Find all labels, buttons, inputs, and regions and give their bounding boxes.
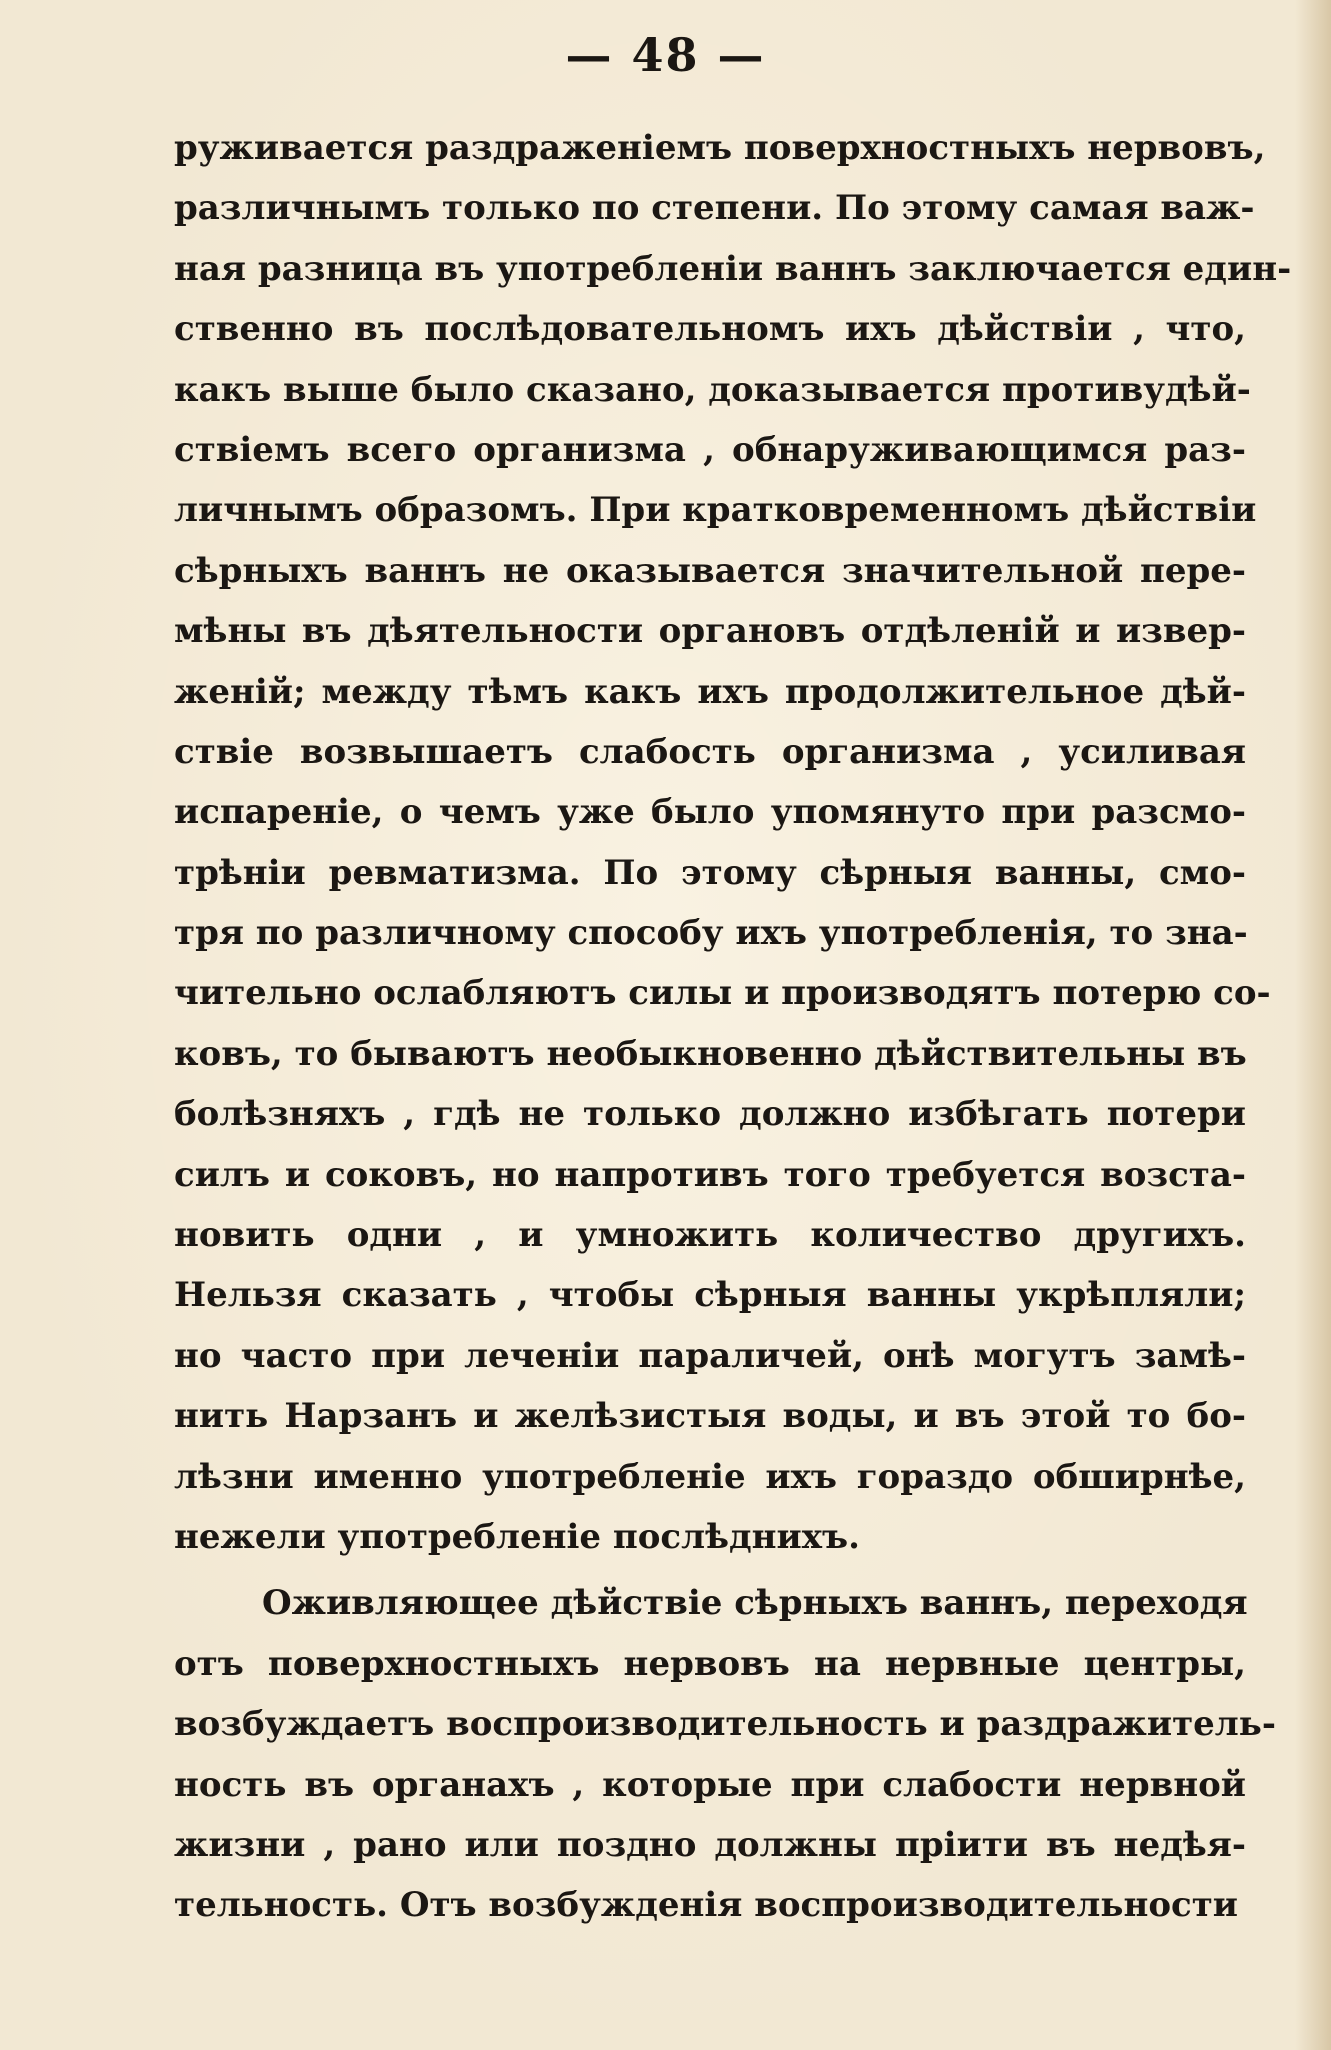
text-line: испареніе, о чемъ уже было упомянуто при разсмо- <box>174 792 1246 833</box>
text-line: ная разница въ употребленіи ваннъ заключается един- <box>174 248 1292 289</box>
text-line: какъ выше было сказано, доказывается противудѣй- <box>174 369 1251 410</box>
text-line: руживается раздраженіемъ поверхностныхъ нервовъ, <box>174 128 1266 168</box>
text-line: лѣзни именно употребленіе ихъ гораздо обширнѣе, <box>174 1456 1246 1497</box>
text-line: но часто при леченіи параличей, онѣ могутъ замѣ- <box>174 1335 1246 1376</box>
text-line: нить Нарзанъ и желѣзистыя воды, и въ этой то бо- <box>174 1396 1246 1437</box>
text-line: болѣзняхъ , гдѣ не только должно избѣгать потери <box>174 1094 1246 1135</box>
page-number: — 48 — <box>565 28 766 82</box>
text-line: ствіемъ всего организма , обнаруживающимся раз- <box>174 429 1246 470</box>
text-line: отъ поверхностныхъ нервовъ на нервные центры, <box>174 1643 1246 1684</box>
text-line: личнымъ образомъ. При кратковременномъ дѣйствіи <box>174 490 1257 531</box>
text-line: чительно ослабляютъ силы и производятъ потерю со- <box>174 973 1271 1014</box>
paragraph-2 <box>174 1573 1276 1935</box>
body-text <box>174 118 1292 1936</box>
text-line: возбуждаетъ воспроизводительность и раздражитель- <box>174 1704 1276 1745</box>
text-line: нежели употребленіе послѣднихъ. <box>174 1516 860 1557</box>
page-edge-shadow <box>1295 0 1331 2050</box>
text-line: женій; между тѣмъ какъ ихъ продолжительное дѣй- <box>174 671 1246 712</box>
text-line: силъ и соковъ, но напротивъ того требуется возста- <box>174 1154 1246 1195</box>
text-line: ность въ органахъ , которые при слабости нервной <box>174 1764 1246 1805</box>
text-line: жизни , рано или поздно должны пріити въ недѣя- <box>174 1824 1246 1865</box>
paragraph-1 <box>174 118 1292 1567</box>
text-line: новить одни , и умножить количество другихъ. <box>174 1215 1246 1256</box>
text-line: тельность. Отъ возбужденія воспроизводительности <box>174 1885 1238 1926</box>
text-line: различнымъ только по степени. По этому самая важ- <box>174 188 1255 229</box>
text-line: ковъ, то бываютъ необыкновенно дѣйствительны въ <box>174 1033 1247 1074</box>
text-line: трѣніи ревматизма. По этому сѣрныя ванны, смо- <box>174 852 1246 893</box>
text-line: Оживляющее дѣйствіе сѣрныхъ ваннъ, переходя <box>262 1583 1248 1624</box>
text-line: мѣны въ дѣятельности органовъ отдѣленій и извер- <box>174 611 1246 652</box>
text-line: ственно въ послѣдовательномъ ихъ дѣйствіи , что, <box>174 309 1246 350</box>
text-line: сѣрныхъ ваннъ не оказывается значительной пере- <box>174 550 1246 591</box>
text-line: Нельзя сказать , чтобы сѣрныя ванны укрѣпляли; <box>174 1275 1246 1316</box>
text-line: ствіе возвышаетъ слабость организма , усиливая <box>174 731 1246 772</box>
text-line: тря по различному способу ихъ употребленія, то зна- <box>174 913 1248 954</box>
